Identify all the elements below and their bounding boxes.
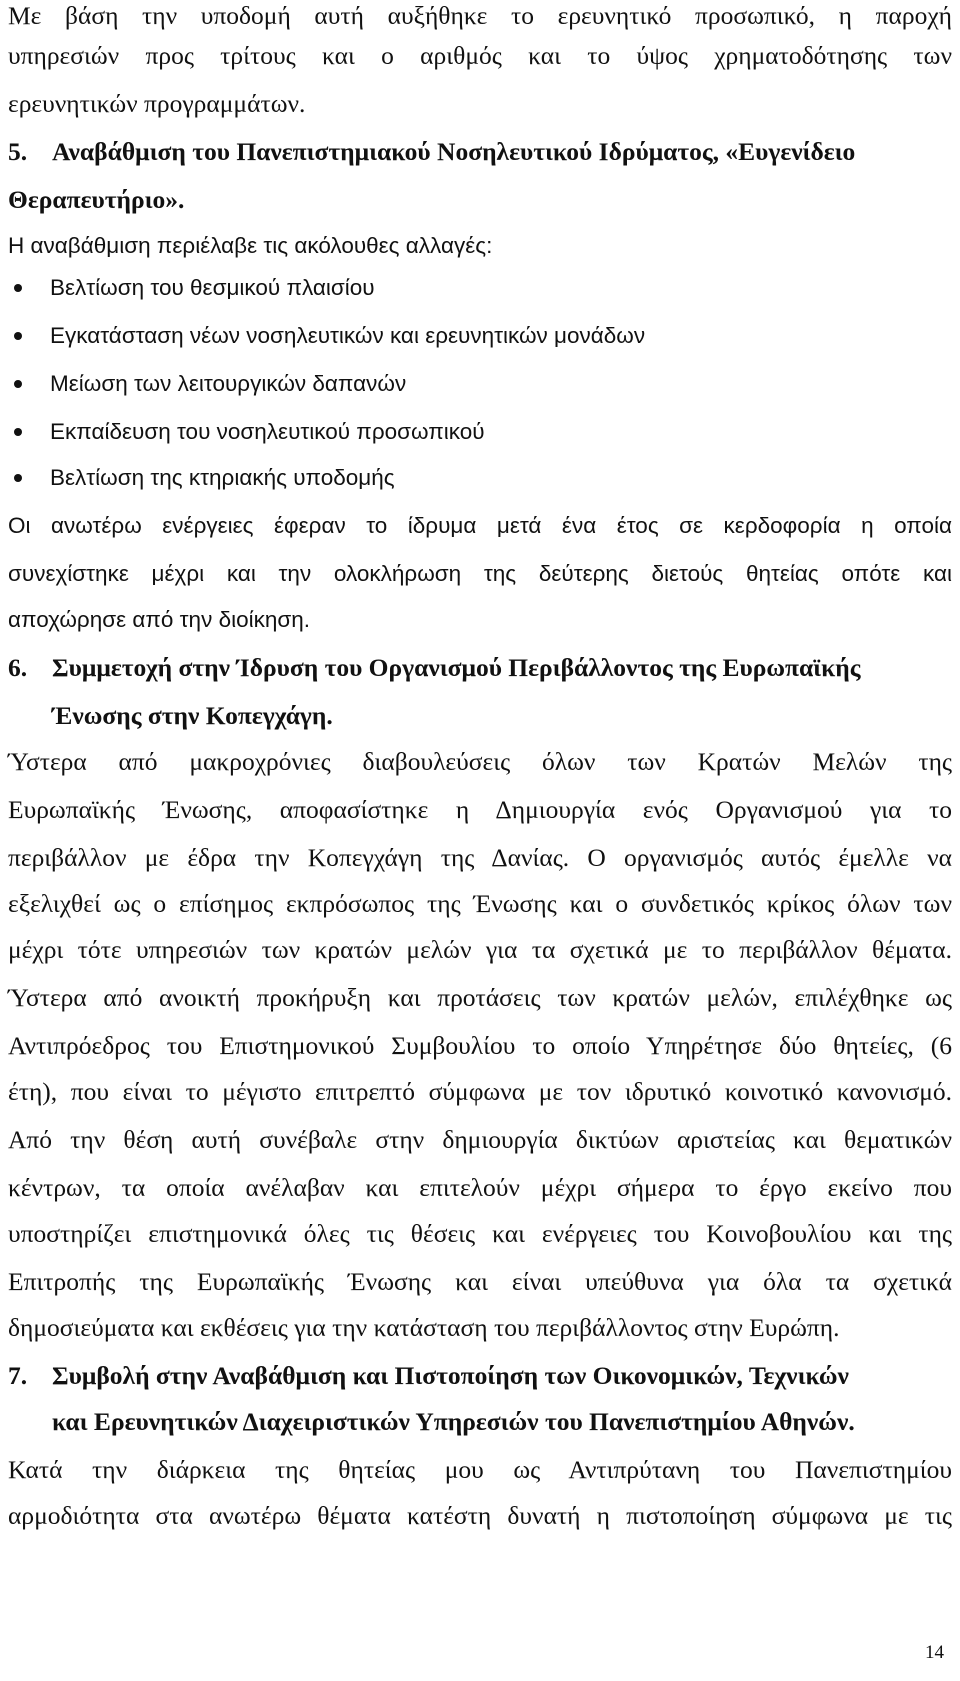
section-6-line: κέντρων, τα οποία ανέλαβαν και επιτελούν μέχρι σήμερα το έργο εκείνο που xyxy=(8,1173,952,1202)
section-6-line: Ευρωπαϊκής Ένωσης, αποφασίστηκε η Δημιουργία ενός Οργανισμού για το xyxy=(8,795,952,824)
bullet-label: Μείωση των λειτουργικών δαπανών xyxy=(50,371,407,396)
section-7-title-line-1: Συμβολή στην Αναβάθμιση και Πιστοποίηση των Οικονομικών, Τεχνικών xyxy=(52,1361,849,1390)
section-7-line: αρμοδιότητα στα ανωτέρω θέματα κατέστη δυνατή η πιστοποίηση σύμφωνα με τις xyxy=(8,1501,952,1530)
section-7-title-line-2: και Ερευνητικών Διαχειριστικών Υπηρεσιών του Πανεπιστημίου Αθηνών. xyxy=(52,1407,855,1436)
bullet-item xyxy=(0,368,952,400)
bullet-label: Βελτίωση της κτηριακής υποδομής xyxy=(50,465,395,490)
section-5-lead: Η αναβάθμιση περιέλαβε τις ακόλουθες αλλαγές: xyxy=(8,233,493,258)
bullet-item xyxy=(0,416,952,448)
bullet-icon xyxy=(14,380,22,388)
section-7-number: 7. xyxy=(8,1361,28,1390)
section-6-title-line-2: Ένωσης στην Κοπεγχάγη. xyxy=(52,701,333,730)
bullet-icon xyxy=(14,332,22,340)
bullet-item xyxy=(0,320,952,352)
bullet-icon xyxy=(14,474,22,482)
section-6-number: 6. xyxy=(8,653,28,682)
section-6-line: Ύστερα από ανοικτή προκήρυξη και προτάσεις των κρατών μελών, επιλέχθηκε ως xyxy=(8,983,952,1012)
section-5-after-line-2: συνεχίστηκε μέχρι και την ολοκλήρωση της δεύτερης διετούς θητείας οπότε και xyxy=(8,561,952,586)
bullet-item xyxy=(0,272,952,304)
bullet-label: Εγκατάσταση νέων νοσηλευτικών και ερευνητικών μονάδων xyxy=(50,323,646,348)
section-6-line: εξελιχθεί ως ο επίσημος εκπρόσωπος της Ένωσης και ο συνδετικός κρίκος όλων των xyxy=(8,889,952,918)
bullet-icon xyxy=(14,284,22,292)
section-7-heading xyxy=(8,1360,952,1392)
section-7-line: Κατά την διάρκεια της θητείας μου ως Αντιπρύτανη του Πανεπιστημίου xyxy=(8,1455,952,1484)
section-6-line: Από την θέση αυτή συνέβαλε στην δημιουργία δικτύων αριστείας και θεματικών xyxy=(8,1125,952,1154)
bullet-label: Βελτίωση του θεσμικού πλαισίου xyxy=(50,275,375,300)
intro-line-1: Με βάση την υποδομή αυτή αυξήθηκε το ερευνητικό προσωπικό, η παροχή xyxy=(8,1,952,30)
intro-line-3: ερευνητικών προγραμμάτων. xyxy=(8,89,306,118)
section-6-line: Ύστερα από μακροχρόνιες διαβουλεύσεις όλων των Κρατών Μελών της xyxy=(8,747,952,776)
section-6-line: περιβάλλον με έδρα την Κοπεγχάγη της Δανίας. Ο οργανισμός αυτός έμελλε να xyxy=(8,843,952,872)
bullet-icon xyxy=(14,428,22,436)
section-6-line: Επιτροπής της Ευρωπαϊκής Ένωσης και είναι υπεύθυνα για όλα τα σχετικά xyxy=(8,1267,952,1296)
section-5-title-line-1: Αναβάθμιση του Πανεπιστημιακού Νοσηλευτικού Ιδρύματος, «Ευγενίδειο xyxy=(52,137,856,166)
section-5-number: 5. xyxy=(8,137,28,166)
intro-line-2: υπηρεσιών προς τρίτους και ο αριθμός και το ύψος χρηματοδότησης των xyxy=(8,41,952,70)
section-5-after-line-3: αποχώρησε από την διοίκηση. xyxy=(8,607,311,632)
section-6-line: έτη), που είναι το μέγιστο επιτρεπτό σύμφωνα με τον ιδρυτικό κοινοτικό κανονισμό. xyxy=(8,1077,952,1106)
section-5-after-line-1: Οι ανωτέρω ενέργειες έφεραν το ίδρυμα μετά ένα έτος σε κερδοφορία η οποία xyxy=(8,513,952,538)
section-6-line: δημοσιεύματα και εκθέσεις για την κατάσταση του περιβάλλοντος στην Ευρώπη. xyxy=(8,1313,840,1342)
section-6-line: μέχρι τότε υπηρεσιών των κρατών μελών για τα σχετικά με το περιβάλλον θέματα. xyxy=(8,935,952,964)
section-5-title-line-2: Θεραπευτήριο». xyxy=(8,185,185,214)
section-5-heading xyxy=(8,136,952,168)
section-6-line: υποστηρίζει επιστημονικά όλες τις θέσεις και ενέργειες του Κοινοβουλίου και της xyxy=(8,1219,952,1248)
section-6-line: Αντιπρόεδρος του Επιστημονικού Συμβουλίου το οποίο Υπηρέτησε δύο θητείες, (6 xyxy=(8,1031,952,1060)
bullet-item xyxy=(0,462,952,494)
section-6-heading xyxy=(8,652,952,684)
section-6-title-line-1: Συμμετοχή στην Ίδρυση του Οργανισμού Περιβάλλοντος της Ευρωπαϊκής xyxy=(52,653,861,682)
bullet-label: Εκπαίδευση του νοσηλευτικού προσωπικού xyxy=(50,419,485,444)
page-number: 14 xyxy=(925,1642,944,1663)
